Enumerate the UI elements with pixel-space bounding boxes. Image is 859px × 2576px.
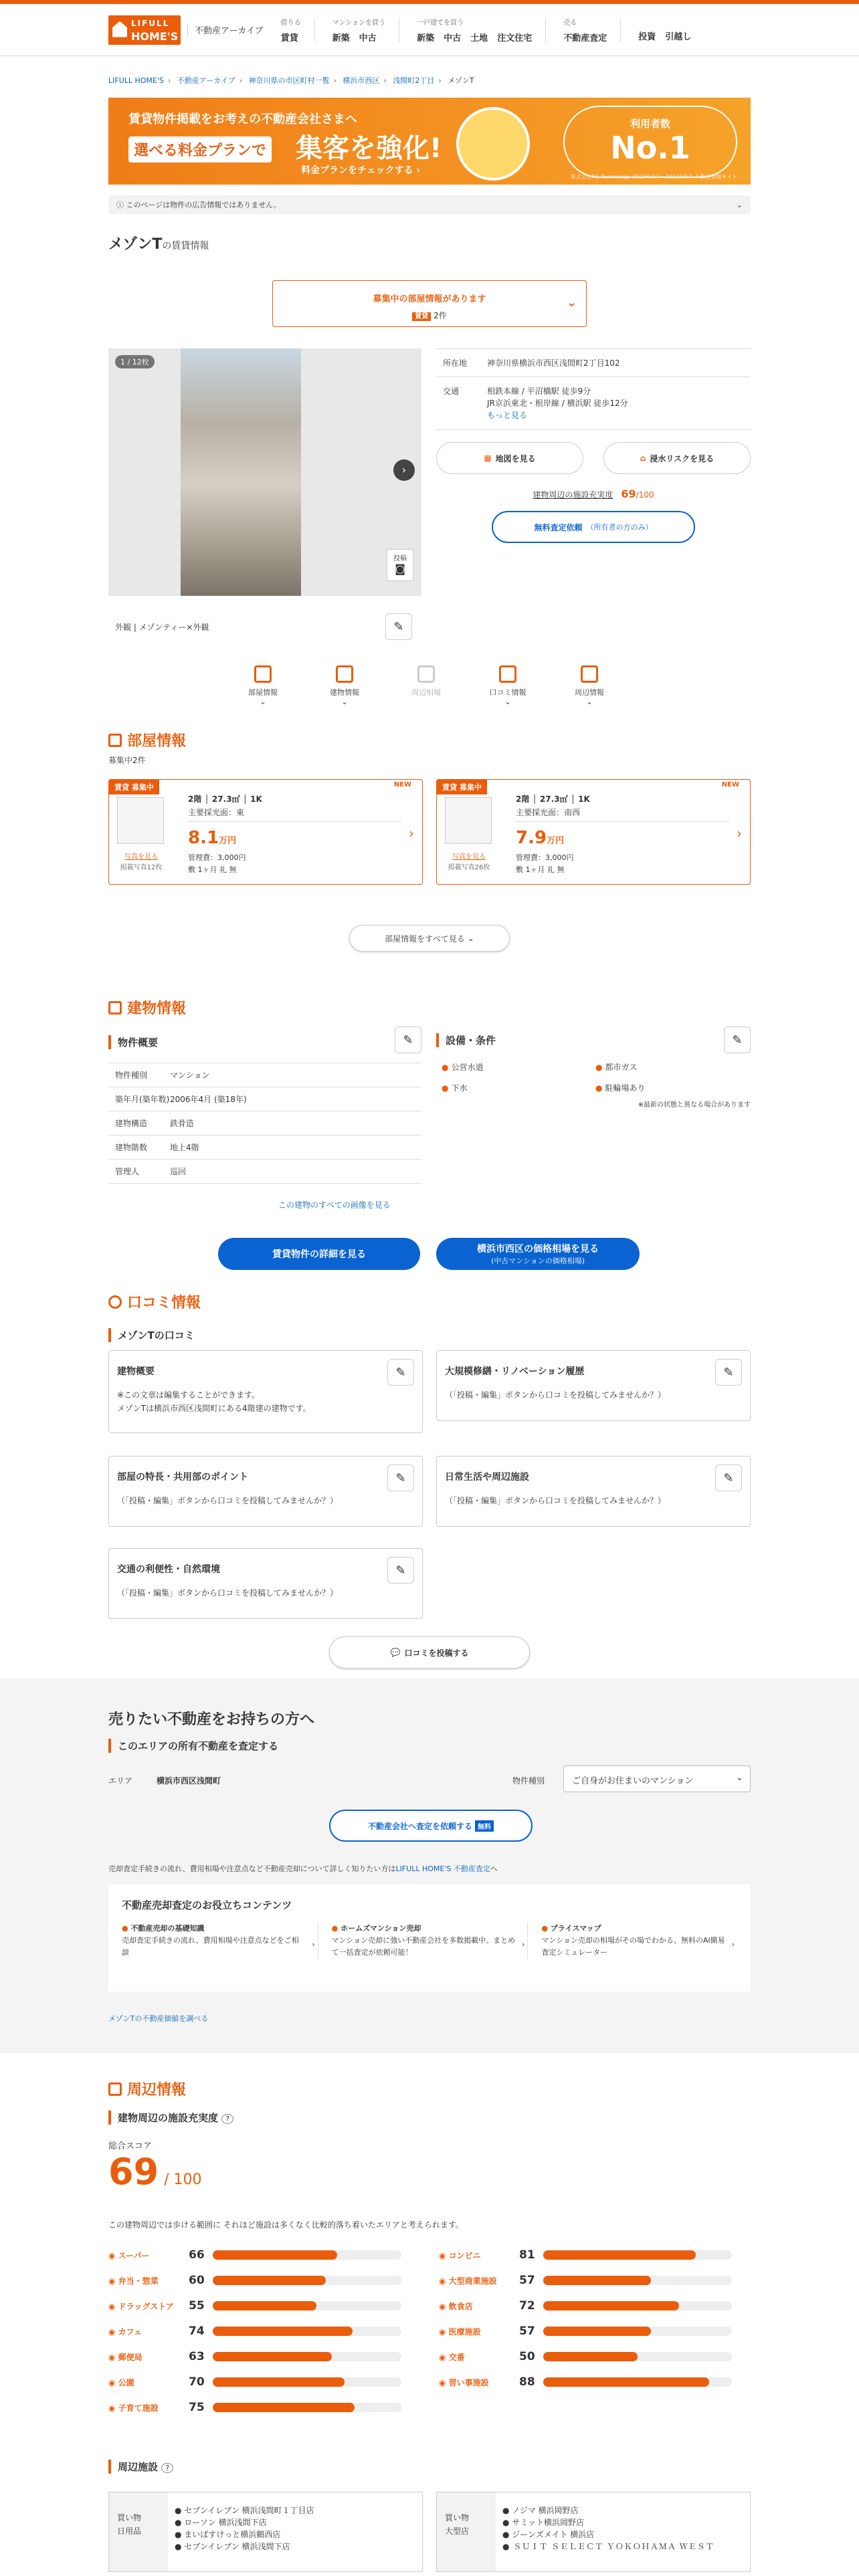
score-bar: [213, 2301, 401, 2311]
nav-link-new-mansion[interactable]: 新築: [332, 33, 350, 43]
review-box: 建物概要 ※この文章は編集することができます。 メゾンTは横浜市西区浅間町にある4階建の建物です。 ✎: [108, 1350, 423, 1433]
tab-area[interactable]: 周辺情報 ⌄: [569, 665, 610, 706]
area-subheading: 建物周辺の施設充実度 ?: [108, 2111, 233, 2125]
chevron-right-icon: ›: [731, 1940, 735, 1949]
score-label: ◉ 子育て施設: [108, 2403, 159, 2413]
nav-rent: 借りる 賃貸: [280, 19, 301, 43]
score-bar-fill: [213, 2276, 326, 2285]
chevron-down-icon: ⌄: [566, 296, 577, 310]
score-row: [439, 2248, 732, 2262]
score-row: [439, 2350, 732, 2363]
nav-buy-mansion: マンションを買う 新築 中古: [332, 19, 386, 43]
nav-link-custom-house[interactable]: 注文住宅: [497, 33, 533, 43]
score-bar: [543, 2276, 732, 2285]
ad-banner[interactable]: 賃貸物件掲載をお考えの不動産会社さまへ 選べる料金プランで 集客を強化! 料金プランをチェックする › 利用者数 No.1 株式会社PC Technology 2022年8月～2022年9月 不動産情報サイト: [108, 98, 751, 185]
score-label: ◉ ドラッグストア: [108, 2301, 174, 2311]
score-bar: [213, 2327, 401, 2336]
score-value: 81: [519, 2248, 535, 2262]
score-bar-fill: [213, 2301, 316, 2311]
score-value: 75: [189, 2401, 205, 2414]
help-icon[interactable]: ?: [161, 2463, 173, 2473]
request-appraisal-button[interactable]: 不動産会社へ査定を依頼する 無料: [329, 1810, 533, 1842]
mascot-image: [456, 107, 530, 181]
total-score: 69: [108, 2151, 159, 2193]
section-tabs: [242, 665, 610, 706]
score-value: 55: [189, 2299, 205, 2313]
page-title: メゾンTの賃貸情報: [108, 236, 209, 253]
score-label: ◉ 大型商業施設: [439, 2276, 497, 2286]
content-card[interactable]: ● ホームズマンション売却 マンション売却に強い不動産会社を多数掲載中。まとめて一括査定が依頼可能！ ›: [332, 1923, 529, 1959]
house-logo-icon: [112, 21, 127, 37]
map-icon: ▦: [484, 453, 492, 463]
calendar-icon: [581, 665, 598, 683]
tab-building[interactable]: 建物情報 ⌄: [324, 665, 365, 706]
score-value: 88: [519, 2375, 535, 2389]
score-label: ◉ 弁当・惣菜: [108, 2276, 159, 2286]
score-bar: [213, 2250, 401, 2260]
more-link[interactable]: もっと見る: [487, 411, 528, 420]
score-label: ◉ 医療施設: [439, 2327, 481, 2337]
tab-rooms[interactable]: 部屋情報 ⌄: [242, 665, 284, 706]
property-type-select[interactable]: ご自身がお住まいのマンション ⌄: [563, 1765, 751, 1792]
score-bar: [543, 2250, 732, 2260]
score-bar: [213, 2352, 401, 2361]
score-bar-fill: [213, 2327, 353, 2336]
review-box: 大規模修繕・リノベーション履歴 （「投稿・編集」ボタンから口コミを投稿してみませんか？） ✎: [436, 1350, 751, 1421]
nav-link-land[interactable]: 土地: [470, 33, 488, 43]
edit-pencil-icon[interactable]: ✎: [387, 1557, 414, 1584]
score-row: [439, 2274, 732, 2287]
nav-link-invest[interactable]: 投資: [638, 31, 656, 42]
score-row: [108, 2274, 401, 2287]
room-card[interactable]: 賃貸 募集中 NEW 写真を見る 掲載写真26枚 2階 │ 27.3㎡ │ 1K 主要採光面：南西 7.9万円 管理費：3,000円 敷 1ヶ月 礼 無 ›: [436, 779, 751, 885]
edit-pencil-icon[interactable]: ✎: [387, 1465, 414, 1491]
score-value: 72: [519, 2299, 535, 2313]
all-rooms-button[interactable]: 部屋情報をすべて見る ⌄: [349, 925, 510, 952]
score-value: 70: [189, 2375, 205, 2389]
score-bar: [543, 2377, 732, 2387]
floorplan-thumbnail: [445, 797, 492, 844]
edit-pencil-icon[interactable]: ✎: [387, 1359, 414, 1386]
all-images-link[interactable]: この建物のすべての画像を見る: [278, 1200, 391, 1210]
score-value: 57: [519, 2274, 535, 2287]
nav-link-rent[interactable]: 賃貸: [280, 33, 298, 43]
help-icon[interactable]: ?: [221, 2114, 233, 2124]
edit-pencil-icon[interactable]: ✎: [395, 1027, 421, 1053]
map-button[interactable]: ▦ 地図を見る: [436, 442, 583, 474]
score-value: 74: [189, 2325, 205, 2338]
edit-pencil-icon[interactable]: ✎: [715, 1359, 742, 1386]
room-icon: [108, 734, 122, 747]
info-icon: ⓘ: [116, 201, 126, 209]
breadcrumb-link[interactable]: 不動産アーカイブ: [177, 76, 235, 85]
score-row: [439, 2375, 732, 2389]
breadcrumb-link[interactable]: 神奈川県の市区町村一覧: [248, 76, 330, 85]
chat-icon: [499, 665, 516, 683]
score-label: ◉ カフェ: [108, 2327, 142, 2337]
breadcrumb-current: メゾンT: [448, 76, 474, 85]
reviews-heading: 口コミ情報: [108, 1291, 751, 1312]
nav-link-used-mansion[interactable]: 中古: [359, 33, 377, 43]
building-photo: [181, 348, 301, 596]
rooms-heading: 部屋情報: [108, 730, 751, 750]
chevron-right-icon: ›: [737, 825, 742, 841]
score-bar-fill: [213, 2352, 332, 2361]
score-label: ◉ 習い事施設: [439, 2377, 489, 2387]
nav-sell: 売る 不動産査定: [563, 19, 607, 43]
room-icon: [254, 665, 272, 683]
score-bar-fill: [543, 2327, 651, 2336]
chevron-right-icon: ›: [521, 1940, 525, 1949]
area-section: 周辺情報 建物周辺の施設充実度 ? 総合スコア 69 / 100 この建物周辺では歩ける範囲に それほど施設は多くなく比較的落ち着いたエリアと考えられます。 周辺施設 ? 買い物 日用品 ● セブンイレブン 横浜浅間町１丁目店 ● ローソン 横浜浅間下店 ● まいばすけっと横浜鶴西店 ● セブンイレブン 横浜浅間下店 買い物 大型店 ● ノジマ 横浜岡野店 ● サミット横浜岡野店 ● ジーンズメイト 横浜店 ● ＳＵＩＴ ＳＥＬＥＣＴ ＹＯＫＯＨＡＭＡ ＷＥＳＴ ◉ スーパー 66 ◉ 弁当・惣菜 60 ◉ ドラッグストア 55 ◉ カフェ 74 ◉ 郵便局 63 ◉ 公園 70 ◉ 子育て施設 75 ◉ コンビニ 81 ◉ 大型商業施設 57 ◉ 飲食店 72 ◉ 医療施設 57 ◉ 交番 50 ◉ 習い事施設 88: [0, 2073, 859, 2576]
tab-market: 周辺相場: [405, 665, 447, 706]
nearby-box: 買い物 大型店 ● ノジマ 横浜岡野店 ● サミット横浜岡野店 ● ジーンズメイト 横浜店 ● ＳＵＩＴ ＳＥＬＥＣＴ ＹＯＫＯＨＡＭＡ ＷＥＳＴ: [436, 2492, 751, 2572]
chevron-down-icon: ⌄: [736, 1773, 743, 1783]
score-row: [439, 2325, 732, 2338]
breadcrumb-link[interactable]: 浅間町2丁目: [393, 76, 435, 85]
nav-link-new-house[interactable]: 新築: [417, 33, 435, 43]
info-table: 所在地 神奈川県横浜市西区浅間町2丁目102 交通 相鉄本線 / 平沼橋駅 徒歩9分 JR京浜東北・根岸線 / 横浜駅 徒歩12分 もっと見る ▦ 地図を見る ⌂ 浸水リスクを見る 建物周辺の施設充実度 69/100 無料査定依頼 （所有者の方のみ）: [436, 348, 751, 543]
building-icon: [336, 665, 353, 683]
score-bar-fill: [543, 2301, 679, 2311]
appraisal-link[interactable]: LIFULL HOME'S 不動産査定: [395, 1864, 490, 1873]
archive-label: 不動産アーカイブ: [187, 23, 264, 36]
content-card[interactable]: ● プライスマップ マンション売却の相場がその場でわかる、無料のAI簡易査定シミュレーター ›: [541, 1924, 735, 1957]
flood-risk-button[interactable]: ⌂ 浸水リスクを見る: [603, 442, 751, 474]
score-bar-fill: [543, 2250, 696, 2260]
site-logo[interactable]: LIFULL HOME'S: [108, 15, 181, 45]
post-review-button[interactable]: 💬 口コミを投稿する: [329, 1636, 530, 1669]
divider: [314, 18, 315, 42]
house-icon: ⌂: [640, 453, 646, 463]
score-row: [108, 2375, 401, 2389]
property-value-link[interactable]: メゾンTの不動産価値を調べる: [108, 2014, 209, 2023]
next-photo-button[interactable]: ›: [393, 459, 415, 481]
content-panel: 不動産売却査定のお役立ちコンテンツ ● 不動産売却の基礎知識 売却査定手続きの流れ、費用相場や注意点などをご相談 › ● ホームズマンション売却 マンション売却に強い不動産会社を多数掲載中。まとめて一括査定が依頼可能！ › ● プライスマップ マンション売却の相場がその場でわかる、無料のAI簡易査定シミュレーター ›: [108, 1885, 751, 1992]
score-bar-fill: [543, 2377, 709, 2387]
edit-pencil-icon[interactable]: ✎: [724, 1027, 751, 1053]
nav-other: [638, 18, 691, 42]
score-value: 63: [189, 2350, 205, 2363]
score-label: ◉ スーパー: [108, 2250, 150, 2260]
no1-badge: 利用者数 No.1: [563, 106, 737, 178]
nav-link-appraisal[interactable]: 不動産査定: [563, 33, 607, 43]
sell-section: 売りたい不動産をお持ちの方へ このエリアの所有不動産を査定する エリア 横浜市西区浅間町 物件種別 ご自身がお住まいのマンション ⌄ 不動産会社へ査定を依頼する 無料 売却査定手続きの流れ、費用相場や注意点など不動産売却について詳しく知りたい方はLIFULL HOME'S 不動産査定へ 不動産売却査定のお役立ちコンテンツ ● 不動産売却の基礎知識 売却査定手続きの流れ、費用相場や注意点などをご相談 › ● ホームズマンション売却 マンション売却に強い不動産会社を多数掲載中。まとめて一括査定が依頼可能！ › ● プライスマップ マンション売却の相場がその場でわかる、無料のAI簡易査定シミュレーター › メゾンTの不動産価値を調べる: [0, 1679, 859, 2053]
edit-pencil-icon[interactable]: ✎: [385, 613, 412, 640]
facility-score: 建物周辺の施設充実度 69/100: [533, 488, 654, 500]
building-heading: 建物情報: [108, 997, 751, 1018]
photo-gallery[interactable]: [108, 348, 421, 596]
photo-caption: 外観 | メゾンティー×外観: [115, 623, 209, 632]
recruit-toggle[interactable]: 募集中の部屋情報があります 賃貸 2件 ⌄: [272, 280, 587, 327]
chat-icon: [108, 1295, 122, 1309]
calendar-icon: [108, 2082, 122, 2096]
review-box: 部屋の特長・共用部のポイント （「投稿・編集」ボタンから口コミを投稿してみませんか？） ✎: [108, 1456, 423, 1527]
review-box: 交通の利便性・自然環境 （「投稿・編集」ボタンから口コミを投稿してみませんか？） ✎: [108, 1548, 423, 1619]
score-value: 66: [189, 2248, 205, 2262]
score-label: ◉ 交番: [439, 2352, 465, 2362]
score-value: 60: [189, 2274, 205, 2287]
score-bar: [213, 2377, 401, 2387]
score-bar: [543, 2352, 732, 2361]
camera-icon: ◙: [395, 562, 405, 575]
chat-icon: 💬: [390, 1648, 401, 1657]
nearby-heading: 周辺施設 ?: [108, 2460, 173, 2474]
score-row: [108, 2248, 401, 2262]
score-bar: [213, 2276, 401, 2285]
chevron-down-icon: ⌄: [736, 200, 743, 209]
area-heading: 周辺情報: [108, 2078, 186, 2099]
building-icon: [108, 1001, 122, 1014]
chevron-right-icon: ›: [409, 825, 414, 841]
breadcrumb-link[interactable]: 横浜市西区: [343, 76, 380, 85]
document-icon: [417, 665, 435, 683]
photo-counter: 1 / 12枚: [115, 355, 155, 368]
content-card[interactable]: ● 不動産売却の基礎知識 売却査定手続きの流れ、費用相場や注意点などをご相談 ›: [122, 1923, 318, 1959]
score-bar-fill: [543, 2352, 638, 2361]
rent-detail-button[interactable]: 賃貸物件の詳細を見る: [218, 1238, 420, 1270]
nearby-box: 買い物 日用品 ● セブンイレブン 横浜浅間町１丁目店 ● ローソン 横浜浅間下店 ● まいばすけっと横浜鶴西店 ● セブンイレブン 横浜浅間下店: [108, 2492, 423, 2572]
tab-reviews[interactable]: 口コミ情報 ⌄: [487, 665, 529, 706]
score-row: [108, 2325, 401, 2338]
nav-link-used-house[interactable]: 中古: [444, 33, 462, 43]
site-header: [0, 4, 859, 56]
divider: [620, 18, 621, 42]
post-photo-button[interactable]: 投稿 ◙: [387, 549, 413, 581]
divider: [545, 18, 546, 42]
score-row: [108, 2299, 401, 2313]
facility-list: ● 公営水道 ● 都市ガス ● 下水 ● 駐輪場あり: [442, 1063, 646, 1093]
nav-buy-house: 一戸建てを買う 新築 中古 土地 注文住宅: [417, 19, 533, 43]
breadcrumb-link[interactable]: LIFULL HOME'S: [108, 76, 164, 85]
score-label: ◉ コンビニ: [439, 2250, 481, 2260]
chevron-right-icon: ›: [312, 1940, 315, 1949]
score-row: [108, 2401, 401, 2414]
room-card[interactable]: 賃貸 募集中 NEW 写真を見る 掲載写真12枚 2階 │ 27.3㎡ │ 1K 主要採光面：東 8.1万円 管理費：3,000円 敷 1ヶ月 礼 無 ›: [108, 779, 423, 885]
score-label: ◉ 郵便局: [108, 2352, 142, 2362]
building-table: 物件種別 マンション 築年月(築年数) 2006年4月 (築18年) 建物構造 鉄骨造 建物階数 地上4階 管理人 巡回: [108, 1063, 421, 1184]
review-box: 日常生活や周辺施設 （「投稿・編集」ボタンから口コミを投稿してみませんか？） ✎: [436, 1456, 751, 1527]
score-bar-fill: [213, 2377, 345, 2387]
score-bar-fill: [213, 2250, 337, 2260]
score-value: 50: [519, 2350, 535, 2363]
score-bar-fill: [543, 2276, 651, 2285]
edit-pencil-icon[interactable]: ✎: [715, 1465, 742, 1491]
score-bar: [543, 2327, 732, 2336]
score-bar-fill: [213, 2403, 355, 2412]
score-label: ◉ 公園: [108, 2377, 134, 2387]
score-bar: [543, 2301, 732, 2311]
score-label: ◉ 飲食店: [439, 2301, 473, 2311]
free-appraisal-button[interactable]: 無料査定依頼 （所有者の方のみ）: [492, 511, 695, 543]
market-price-button[interactable]: 横浜市西区の価格相場を見る (中古マンションの価格相場): [436, 1238, 640, 1270]
score-row: [439, 2299, 732, 2313]
ad-notice[interactable]: ⓘ このページは物件の広告情報ではありません。 ⌄: [108, 195, 751, 214]
score-bar: [213, 2403, 401, 2412]
score-value: 57: [519, 2325, 535, 2338]
breadcrumb: LIFULL HOME'S › 不動産アーカイブ › 神奈川県の市区町村一覧 › 横浜市西区 › 浅間町2丁目 › メゾンT: [108, 76, 474, 85]
nav-link-moving[interactable]: 引越し: [665, 31, 692, 42]
score-row: [108, 2350, 401, 2363]
floorplan-thumbnail: [117, 797, 164, 844]
